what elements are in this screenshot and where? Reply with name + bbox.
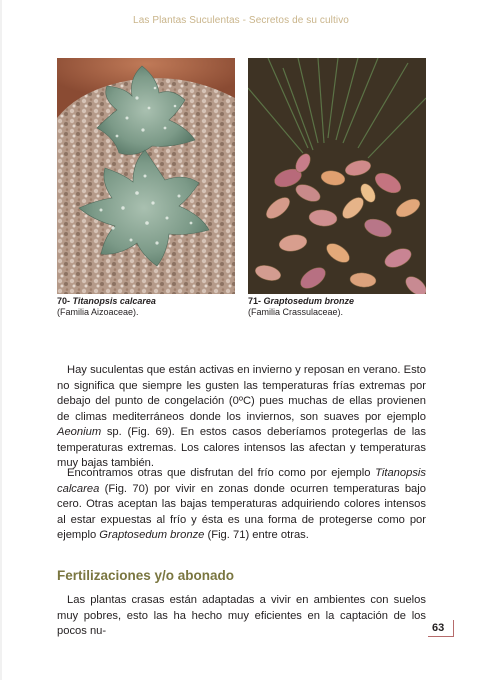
paragraph-seasonal-activity bbox=[57, 363, 426, 472]
paragraph-cold-tolerance bbox=[57, 466, 426, 544]
page-edge bbox=[0, 0, 2, 680]
text-run: Encontramos otras que disfrutan del frío como por ejemplo bbox=[67, 467, 376, 479]
text-run: Hay suculentas que están activas en invierno y reposan en verano. Esto no significa que siempre les gusten las temperaturas frías extremas por debajo del punto de congelación (0ºC) pues muchas de ellas provienen de climas mediterráneos donde los inviernos, son suaves por ejemplo bbox=[57, 364, 426, 423]
figure-number: 70- bbox=[57, 296, 71, 306]
figure-family: (Familia Crassulaceae). bbox=[248, 307, 344, 317]
species-name: Graptosedum bronze bbox=[99, 529, 205, 541]
page-number: 63 bbox=[432, 622, 445, 634]
caption-figure-71 bbox=[248, 296, 428, 318]
figure-species-name: Graptosedum bronze bbox=[263, 296, 355, 306]
text-run: Las plantas crasas están adaptadas a vivir en ambientes con suelos muy pobres, esto las ha hecho muy eficientes en la captación de los pocos nu- bbox=[57, 594, 426, 637]
figure-species-name: Titanopsis calcarea bbox=[72, 296, 156, 306]
text-run: (Fig. 70) por vivir en zonas donde ocurren temperaturas bajo cero. Otras aceptan las bajas temperaturas adquiriendo colores intensos al estar expuestas al frío y ésta es una forma de protegerse como por ejemplo bbox=[57, 482, 426, 541]
photo-graptosedum-bronze bbox=[248, 58, 426, 294]
text-run: (Fig. 71) entre otras. bbox=[204, 529, 309, 541]
photo-titanopsis-calcarea bbox=[57, 58, 235, 294]
figure-number: 71- bbox=[248, 296, 262, 306]
species-name: Titanopsis calcarea bbox=[57, 467, 426, 495]
running-header: Las Plantas Suculentas - Secretos de su cultivo bbox=[133, 15, 349, 26]
caption-figure-70 bbox=[57, 296, 237, 318]
species-name: Aeonium bbox=[57, 426, 102, 438]
figure-family: (Familia Aizoaceae). bbox=[57, 307, 139, 317]
section-heading: Fertilizaciones y/o abonado bbox=[57, 568, 235, 583]
paragraph-fertilization bbox=[57, 593, 426, 640]
text-run: sp. (Fig. 69). En estos casos deberíamos protegerlas de las temperaturas extremas. Los calores intensos las afectan y temperaturas muy bajas también. bbox=[57, 426, 426, 469]
